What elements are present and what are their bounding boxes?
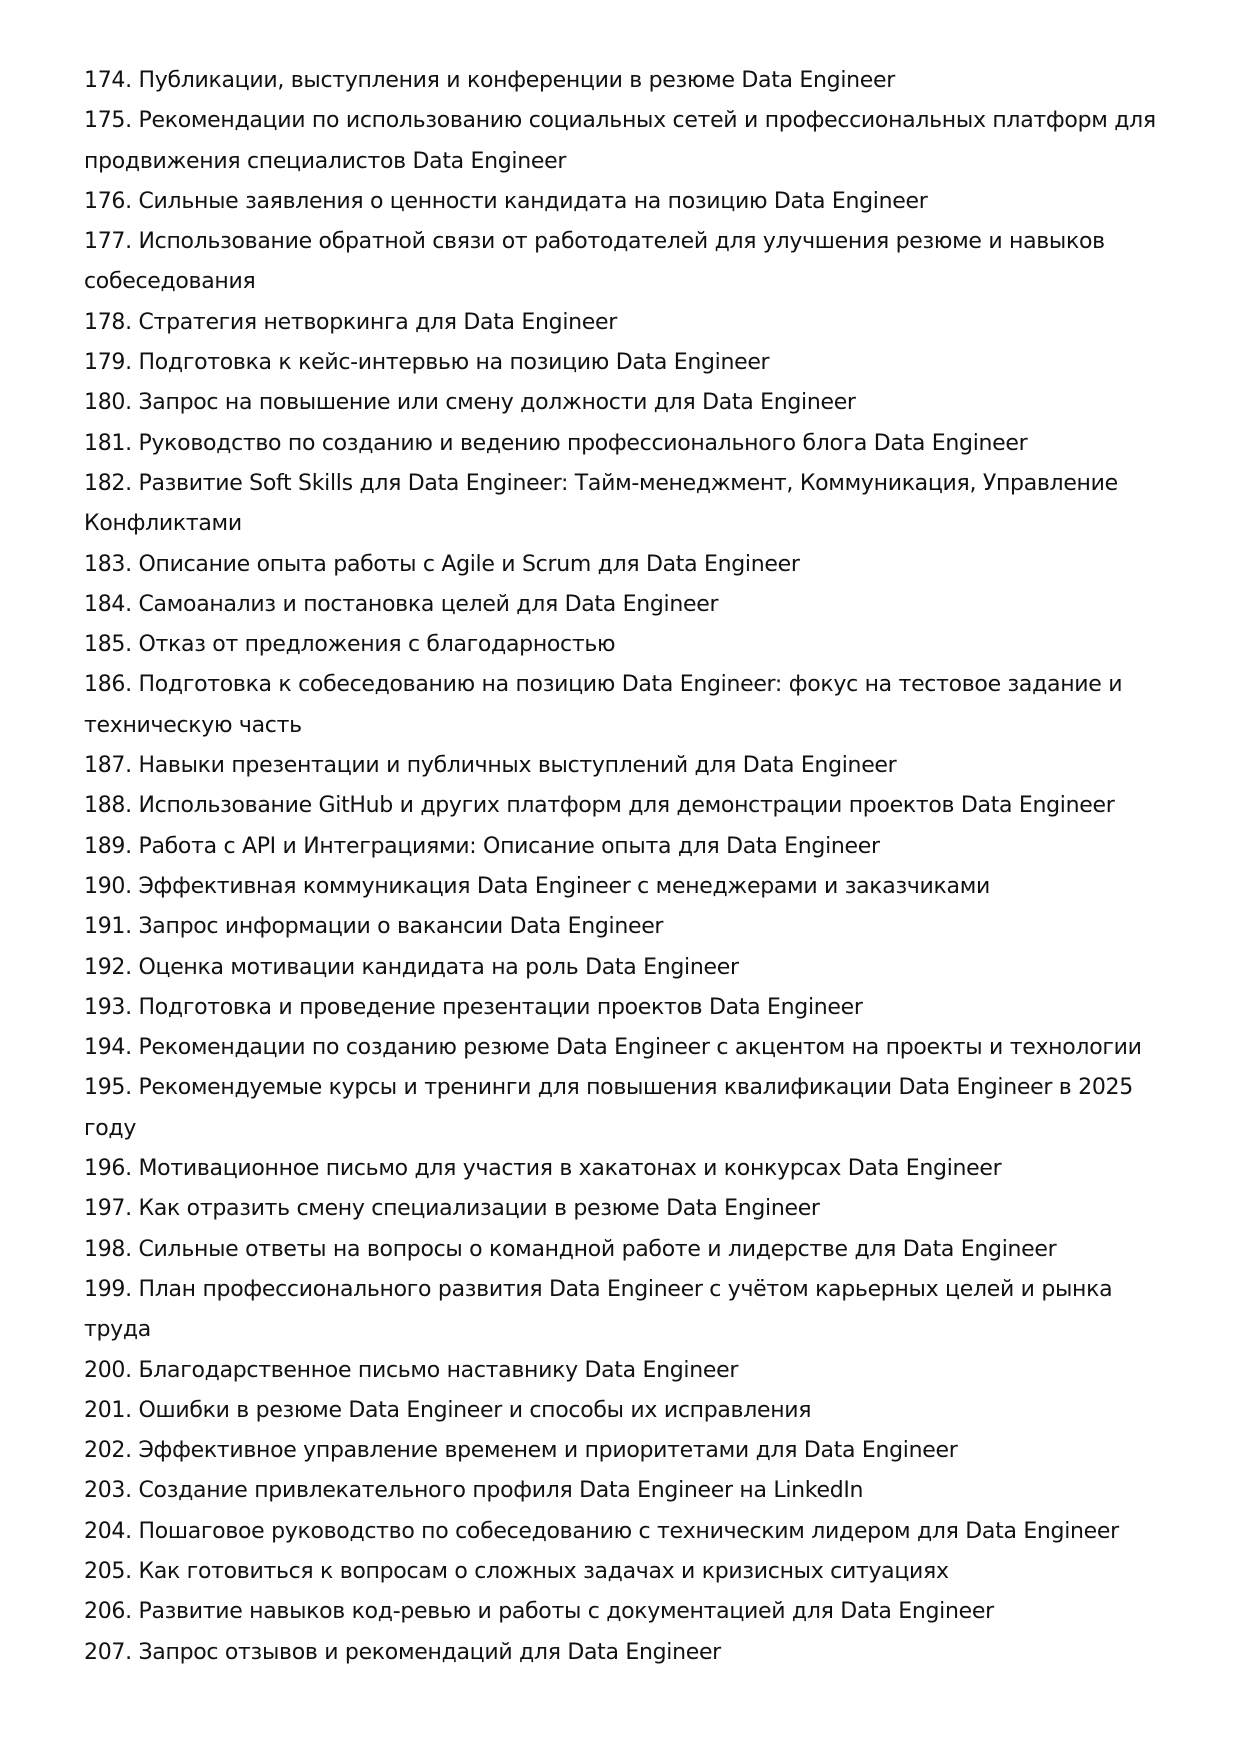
list-item-number: 194. xyxy=(84,1035,132,1061)
list-item-text: Запрос отзывов и рекомендаций для Data Engineer xyxy=(138,1639,721,1665)
list-item-text: Благодарственное письмо наставнику Data Engineer xyxy=(138,1357,739,1383)
list-item-text: Запрос на повышение или смену должности для Data Engineer xyxy=(138,390,856,416)
list-item-text: Использование GitHub и других платформ для демонстрации проектов Data Engineer xyxy=(138,793,1115,819)
list-item-text: Сильные заявления о ценности кандидата на позицию Data Engineer xyxy=(138,188,928,214)
list-item-text: Использование обратной связи от работодателей для улучшения резюме и навыков собеседования xyxy=(84,229,1105,295)
list-item-number: 191. xyxy=(84,914,132,940)
list-item xyxy=(84,182,1164,222)
list-item xyxy=(84,1028,1164,1068)
list-item-text: Развитие навыков код-ревью и работы с документацией для Data Engineer xyxy=(138,1599,994,1625)
list-item-text: Эффективное управление временем и приоритетами для Data Engineer xyxy=(138,1438,958,1464)
list-item-number: 187. xyxy=(84,753,132,779)
list-item-number: 175. xyxy=(84,108,132,134)
list-item xyxy=(84,625,1164,665)
list-item xyxy=(84,1633,1164,1673)
topic-list xyxy=(84,61,1164,1673)
list-item xyxy=(84,1149,1164,1189)
list-item-number: 181. xyxy=(84,430,132,456)
list-item xyxy=(84,61,1164,101)
list-item-text: Рекомендации по созданию резюме Data Engineer с акцентом на проекты и технологии xyxy=(138,1035,1142,1061)
list-item xyxy=(84,1230,1164,1270)
list-item-text: Самоанализ и постановка целей для Data Engineer xyxy=(138,591,719,617)
list-item-text: Подготовка к кейс-интервью на позицию Data Engineer xyxy=(138,350,770,376)
list-item xyxy=(84,1471,1164,1511)
list-item-number: 195. xyxy=(84,1075,132,1101)
list-item-number: 186. xyxy=(84,672,132,698)
list-item xyxy=(84,665,1164,746)
list-item-text: Стратегия нетворкинга для Data Engineer xyxy=(138,309,617,335)
list-item xyxy=(84,786,1164,826)
list-item-number: 179. xyxy=(84,350,132,376)
list-item-text: Подготовка и проведение презентации проектов Data Engineer xyxy=(138,994,863,1020)
list-item xyxy=(84,424,1164,464)
list-item xyxy=(84,1431,1164,1471)
list-item-number: 184. xyxy=(84,591,132,617)
list-item xyxy=(84,101,1164,182)
list-item xyxy=(84,1270,1164,1351)
list-item-number: 176. xyxy=(84,188,132,214)
list-item xyxy=(84,545,1164,585)
list-item-number: 199. xyxy=(84,1276,132,1302)
list-item xyxy=(84,383,1164,423)
list-item-number: 192. xyxy=(84,954,132,980)
list-item-text: Развитие Soft Skills для Data Engineer: Тайм-менеджмент, Коммуникация, Управление Конфликтами xyxy=(84,470,1118,537)
list-item-text: Публикации, выступления и конференции в резюме Data Engineer xyxy=(138,68,895,93)
list-item xyxy=(84,1068,1164,1149)
list-item-number: 206. xyxy=(84,1599,132,1625)
list-item-number: 201. xyxy=(84,1397,132,1423)
list-item-text: Руководство по созданию и ведению профессионального блога Data Engineer xyxy=(138,430,1028,456)
list-item-number: 190. xyxy=(84,873,132,899)
list-item-text: Навыки презентации и публичных выступлений для Data Engineer xyxy=(138,753,897,779)
list-item xyxy=(84,1512,1164,1552)
list-item-text: Описание опыта работы с Agile и Scrum для Data Engineer xyxy=(138,551,800,577)
list-item-number: 203. xyxy=(84,1478,132,1504)
list-item xyxy=(84,464,1164,545)
list-item-text: Рекомендуемые курсы и тренинги для повышения квалификации Data Engineer в 2025 году xyxy=(84,1075,1133,1141)
list-item-text: Отказ от предложения с благодарностью xyxy=(138,632,616,658)
list-item-number: 202. xyxy=(84,1438,132,1464)
list-item-text: Как готовиться к вопросам о сложных задачах и кризисных ситуациях xyxy=(138,1558,949,1584)
list-item-number: 204. xyxy=(84,1518,132,1544)
list-item-number: 178. xyxy=(84,309,132,335)
list-item-number: 197. xyxy=(84,1196,132,1222)
list-item xyxy=(84,303,1164,343)
list-item xyxy=(84,907,1164,947)
list-item xyxy=(84,1351,1164,1391)
list-item-number: 185. xyxy=(84,632,132,658)
list-item-text: Ошибки в резюме Data Engineer и способы их исправления xyxy=(138,1397,812,1423)
list-item-number: 174. xyxy=(84,68,132,93)
list-item-text: Подготовка к собеседованию на позицию Data Engineer: фокус на тестовое задание и техническую часть xyxy=(84,672,1123,738)
list-item-text: План профессионального развития Data Engineer с учётом карьерных целей и рынка труда xyxy=(84,1276,1113,1343)
list-item xyxy=(84,746,1164,786)
list-item xyxy=(84,1189,1164,1229)
list-item-number: 188. xyxy=(84,793,132,819)
list-item-number: 196. xyxy=(84,1156,132,1182)
list-item xyxy=(84,867,1164,907)
list-item-number: 177. xyxy=(84,229,132,255)
list-item xyxy=(84,948,1164,988)
list-item-number: 198. xyxy=(84,1236,132,1262)
list-item-text: Оценка мотивации кандидата на роль Data Engineer xyxy=(138,954,739,980)
list-item xyxy=(84,827,1164,867)
list-item-text: Как отразить смену специализации в резюме Data Engineer xyxy=(138,1196,820,1222)
list-item xyxy=(84,222,1164,303)
list-item-text: Работа с API и Интеграциями: Описание опыта для Data Engineer xyxy=(138,833,880,859)
list-item-number: 207. xyxy=(84,1639,132,1665)
list-item-number: 182. xyxy=(84,470,132,496)
list-item-text: Создание привлекательного профиля Data Engineer на LinkedIn xyxy=(138,1478,864,1504)
list-item xyxy=(84,1552,1164,1592)
list-item xyxy=(84,988,1164,1028)
list-item-text: Запрос информации о вакансии Data Engineer xyxy=(138,914,664,940)
list-item xyxy=(84,1592,1164,1632)
list-item-number: 205. xyxy=(84,1558,132,1584)
list-item-number: 189. xyxy=(84,833,132,859)
list-item xyxy=(84,343,1164,383)
list-item xyxy=(84,585,1164,625)
list-item-text: Пошаговое руководство по собеседованию с техническим лидером для Data Engineer xyxy=(138,1518,1119,1544)
list-item-text: Эффективная коммуникация Data Engineer с менеджерами и заказчиками xyxy=(138,873,991,899)
list-item-number: 193. xyxy=(84,994,132,1020)
list-item-text: Мотивационное письмо для участия в хакатонах и конкурсах Data Engineer xyxy=(138,1156,1002,1182)
list-item xyxy=(84,1391,1164,1431)
list-item-number: 180. xyxy=(84,390,132,416)
list-item-text: Сильные ответы на вопросы о командной работе и лидерстве для Data Engineer xyxy=(138,1236,1057,1262)
list-item-number: 200. xyxy=(84,1357,132,1383)
list-item-text: Рекомендации по использованию социальных сетей и профессиональных платформ для продвижения специалистов Data Engineer xyxy=(84,108,1156,174)
list-item-number: 183. xyxy=(84,551,132,577)
